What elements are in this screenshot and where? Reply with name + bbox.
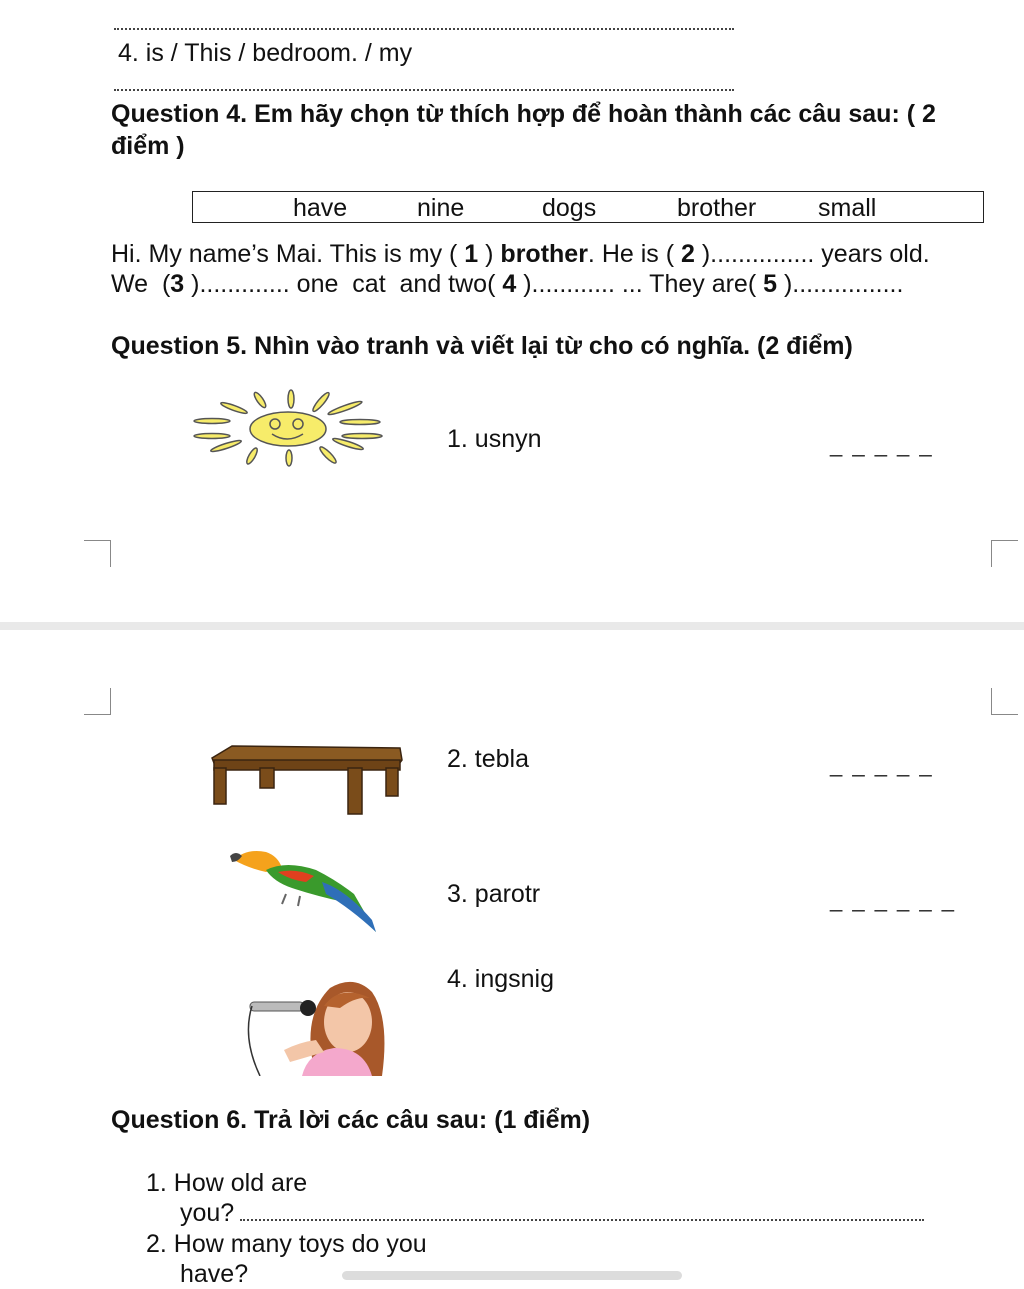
word-bank-item: small: [818, 194, 877, 222]
word-bank-item: dogs: [542, 194, 597, 222]
q5-item-4-label: 4. ingsnig: [447, 965, 555, 993]
page-corner-mark: [84, 688, 111, 715]
paragraph-line-2: We (3 )............. one cat and two( 4 )............ ... They are( 5 )................: [111, 270, 904, 298]
table-icon: [208, 740, 406, 820]
q5-item-1-label: 1. usnyn: [447, 425, 542, 453]
page-corner-mark: [84, 540, 111, 567]
answer-line: [114, 28, 734, 30]
page-separator: [0, 622, 1024, 630]
q6-item-2-line2: have?: [180, 1260, 249, 1288]
paragraph-line-1: Hi. My name’s Mai. This is my ( 1 ) brother. He is ( 2 )............... years old.: [111, 240, 930, 268]
q5-item-1-blank[interactable]: _ _ _ _ _: [830, 432, 934, 457]
parrot-icon: [226, 846, 386, 936]
question-4-title-cont: điểm ): [111, 132, 185, 160]
question-6-title: Question 6. Trả lời các câu sau: (1 điểm): [111, 1106, 591, 1134]
q6-item-1-line1: 1. How old are: [146, 1169, 308, 1197]
q5-item-3-blank[interactable]: _ _ _ _ _ _: [830, 887, 956, 912]
document-page-1: [0, 0, 1024, 622]
word-bank-item: brother: [677, 194, 757, 222]
question-4-title: Question 4. Em hãy chọn từ thích hợp để hoàn thành các câu sau: ( 2: [111, 100, 936, 128]
filled-answer: brother: [500, 240, 588, 268]
word-bank-item: have: [293, 194, 348, 222]
word-bank-item: nine: [417, 194, 465, 222]
q6-item-1-line2: you?: [180, 1199, 235, 1227]
answer-line: [114, 89, 734, 91]
page-corner-mark: [991, 688, 1018, 715]
q4-reorder-item-4: 4. is / This / bedroom. / my: [118, 39, 413, 67]
singing-girl-icon: [244, 978, 390, 1076]
page-corner-mark: [991, 540, 1018, 567]
q5-item-2-label: 2. tebla: [447, 745, 530, 773]
word-bank-box: [192, 191, 984, 223]
horizontal-scrollbar[interactable]: [342, 1271, 682, 1280]
q5-item-2-blank[interactable]: _ _ _ _ _: [830, 752, 934, 777]
q5-item-3-label: 3. parotr: [447, 880, 541, 908]
q6-item-2-line1: 2. How many toys do you: [146, 1230, 427, 1258]
question-5-title: Question 5. Nhìn vào tranh và viết lại từ cho có nghĩa. (2 điểm): [111, 332, 853, 360]
q6-item-1-answer-line[interactable]: [240, 1219, 924, 1221]
sun-icon: [190, 388, 386, 470]
